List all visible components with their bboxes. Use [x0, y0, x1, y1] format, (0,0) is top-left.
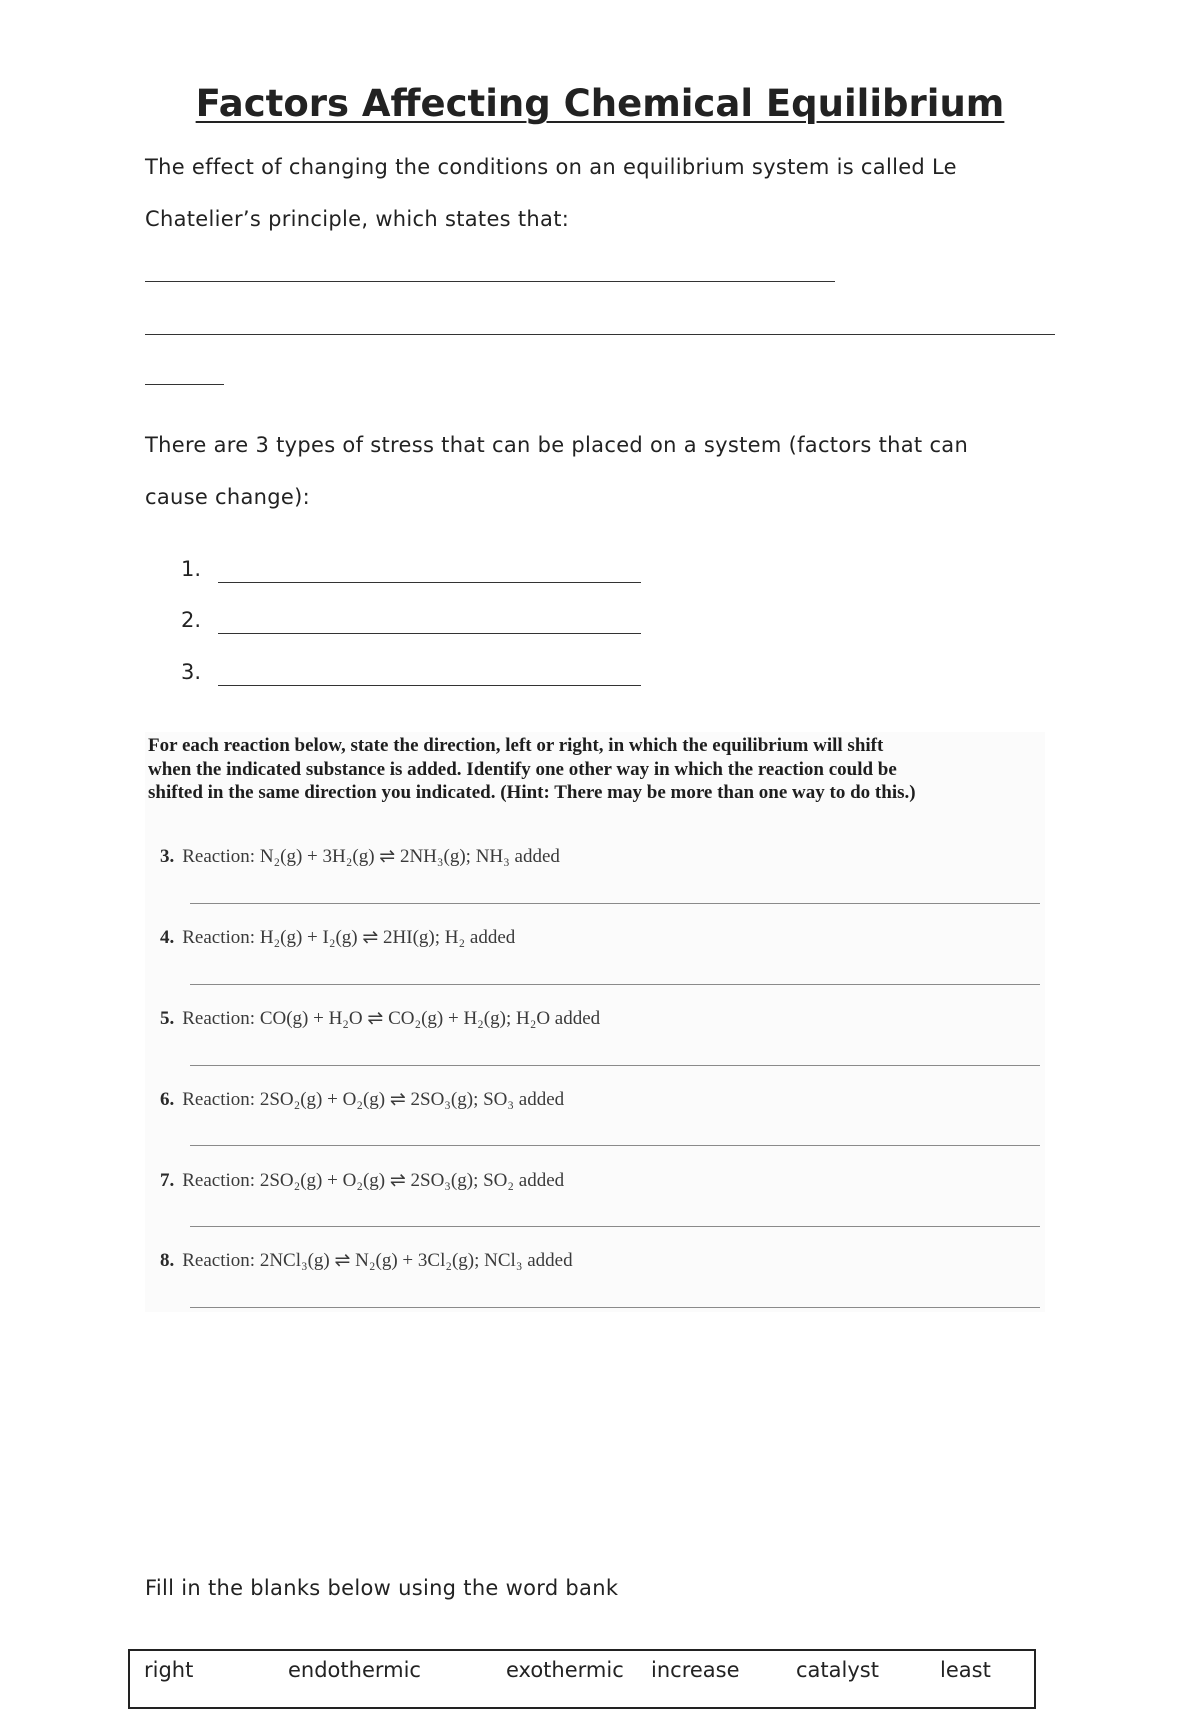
reaction-item-4: [160, 926, 515, 949]
page-title: Factors Affecting Chemical Equilibrium: [195, 82, 1005, 125]
word-bank-item: increase: [651, 1658, 740, 1682]
stress-blank-2[interactable]: [218, 633, 641, 634]
reaction-instructions: For each reaction below, state the direction, left or right, in which the equilibrium will shift when the indicated substance is added. Identify one other way in which the reaction could be shifted in the same direction you indicated. (Hint: There may be more than one way to do this.): [148, 735, 916, 803]
stress-blank-1[interactable]: [218, 582, 641, 583]
stress-blank-3[interactable]: [218, 685, 641, 686]
list-number: 3.: [181, 660, 202, 684]
word-bank-item: exothermic: [506, 1658, 624, 1682]
reaction-label: Reaction:: [182, 1250, 256, 1271]
reaction-label: Reaction:: [182, 1008, 256, 1029]
reaction-number: 8.: [160, 1250, 175, 1271]
reaction-label: Reaction:: [182, 1089, 256, 1110]
reaction-equation: 2SO₂(g) + O₂(g) ⇌ 2SO₃(g); SO₃ added: [259, 1089, 565, 1110]
reaction-equation: 2NCl₃(g) ⇌ N₂(g) + 3Cl₂(g); NCl₃ added: [259, 1250, 573, 1271]
reaction-item-8: [160, 1249, 573, 1272]
reaction-number: 4.: [160, 927, 175, 948]
answer-line[interactable]: [145, 334, 1055, 335]
word-bank-item: endothermic: [288, 1658, 421, 1682]
answer-line[interactable]: [190, 1065, 1040, 1066]
answer-line[interactable]: [145, 384, 224, 385]
answer-line[interactable]: [190, 1307, 1040, 1308]
reaction-equation: CO(g) + H₂O ⇌ CO₂(g) + H₂(g); H₂O added: [259, 1008, 601, 1029]
reaction-label: Reaction:: [182, 1170, 256, 1191]
reaction-number: 7.: [160, 1170, 175, 1191]
stress-line-1: There are 3 types of stress that can be placed on a system (factors that can: [145, 433, 969, 457]
reaction-label: Reaction:: [182, 927, 256, 948]
reaction-equation: 2SO₂(g) + O₂(g) ⇌ 2SO₃(g); SO₂ added: [259, 1170, 565, 1191]
list-number: 1.: [181, 557, 202, 581]
answer-line[interactable]: [190, 1226, 1040, 1227]
reaction-number: 3.: [160, 846, 175, 867]
word-bank-item: catalyst: [796, 1658, 879, 1682]
word-bank: [128, 1649, 1036, 1709]
reaction-item-6: [160, 1088, 564, 1111]
stress-line-2: cause change):: [145, 485, 311, 509]
answer-line[interactable]: [190, 984, 1040, 985]
intro-line-1: The effect of changing the conditions on an equilibrium system is called Le: [145, 155, 957, 179]
list-number: 2.: [181, 608, 202, 632]
reaction-item-5: [160, 1007, 600, 1030]
fill-blanks-prompt: Fill in the blanks below using the word bank: [145, 1576, 619, 1600]
reaction-equation: H₂(g) + I₂(g) ⇌ 2HI(g); H₂ added: [259, 927, 516, 948]
answer-line[interactable]: [145, 281, 835, 282]
reaction-number: 5.: [160, 1008, 175, 1029]
word-bank-item: right: [144, 1658, 194, 1682]
reaction-item-7: [160, 1169, 564, 1192]
reaction-item-3: [160, 845, 560, 868]
answer-line[interactable]: [190, 903, 1040, 904]
answer-line[interactable]: [190, 1145, 1040, 1146]
reaction-label: Reaction:: [182, 846, 256, 867]
word-bank-item: least: [940, 1658, 991, 1682]
reaction-number: 6.: [160, 1089, 175, 1110]
intro-line-2: Chatelier’s principle, which states that:: [145, 207, 570, 231]
reaction-equation: N₂(g) + 3H₂(g) ⇌ 2NH₃(g); NH₃ added: [259, 846, 560, 867]
